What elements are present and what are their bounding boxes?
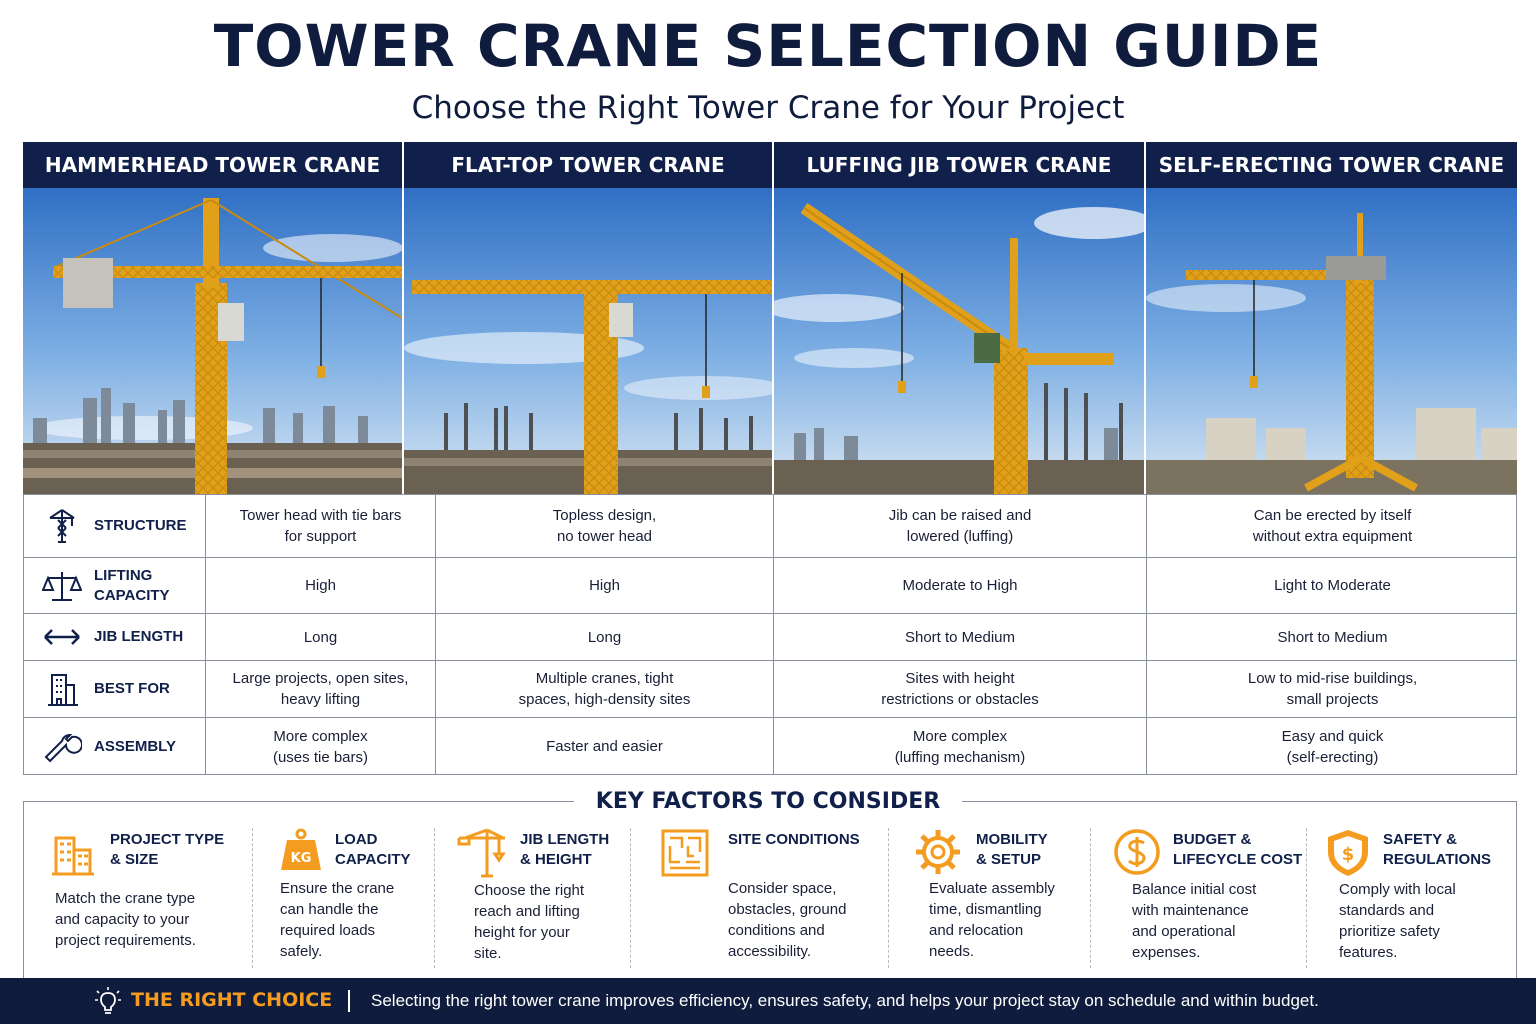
table-cell: Easy and quick (self-erecting) (1146, 718, 1518, 775)
gear-icon (914, 828, 964, 878)
comparison-table (23, 494, 1517, 775)
table-cell: Jib can be raised and lowered (luffing) (773, 495, 1146, 557)
dollar-coin-icon (1113, 828, 1163, 878)
table-cell: Short to Medium (773, 614, 1146, 660)
divider (630, 828, 631, 968)
divider (1090, 828, 1091, 968)
luffing-jib-crane-photo (774, 188, 1144, 494)
table-cell: Moderate to High (773, 558, 1146, 613)
footer-separator (348, 990, 350, 1012)
table-cell: More complex (uses tie bars) (205, 718, 435, 775)
wrench-icon (42, 727, 82, 767)
row-label-structure: STRUCTURE (24, 495, 205, 557)
divider (252, 828, 253, 968)
row-label-best-for: BEST FOR (24, 661, 205, 717)
row-label-jib-length: JIB LENGTH (24, 614, 205, 660)
crane-card-self-erecting (1146, 142, 1517, 494)
divider (1306, 828, 1307, 968)
crane-title-self-erecting: SELF-ERECTING TOWER CRANE (1146, 142, 1517, 188)
page-title: TOWER CRANE SELECTION GUIDE (213, 12, 1323, 80)
safety-shield-icon (1324, 828, 1374, 878)
footer-message: Selecting the right tower crane improves efficiency, ensures safety, and helps your project stay on schedule and within budget. (371, 991, 1319, 1010)
key-factors-title: KEY FACTORS TO CONSIDER (0, 789, 1536, 814)
crane-card-luffing-jib (774, 142, 1144, 494)
buildings-icon (48, 828, 98, 878)
table-cell: Light to Moderate (1146, 558, 1518, 613)
svg-text:$: $ (1341, 844, 1355, 865)
kg-weight-icon (279, 828, 329, 878)
table-cell: Tower head with tie bars for support (205, 495, 435, 557)
table-cell: Faster and easier (435, 718, 773, 775)
svg-text:KG: KG (290, 851, 312, 866)
scale-icon (42, 566, 82, 606)
footer-banner (0, 978, 1536, 1024)
table-row-best-for (24, 661, 1516, 718)
table-cell: More complex (luffing mechanism) (773, 718, 1146, 775)
table-cell: Short to Medium (1146, 614, 1518, 660)
page-subtitle: Choose the Right Tower Crane for Your Project (411, 90, 1125, 126)
crane-card-hammerhead (23, 142, 402, 494)
lightbulb-icon (95, 987, 121, 1015)
crane-card-flat-top (404, 142, 772, 494)
row-label-assembly: ASSEMBLY (24, 718, 205, 775)
crane-title-luffing-jib: LUFFING JIB TOWER CRANE (774, 142, 1144, 188)
self-erecting-crane-photo (1146, 188, 1517, 494)
flat-top-crane-photo (404, 188, 772, 494)
table-cell: Can be erected by itself without extra equipment (1146, 495, 1518, 557)
table-cell: Large projects, open sites, heavy lifting (205, 661, 435, 717)
divider (434, 828, 435, 968)
table-cell: High (205, 558, 435, 613)
table-row-assembly (24, 718, 1516, 775)
crane-title-flat-top: FLAT-TOP TOWER CRANE (404, 142, 772, 188)
table-row-structure (24, 495, 1516, 558)
hammerhead-crane-photo (23, 188, 402, 494)
building-icon (42, 669, 82, 709)
row-label-lifting-capacity: LIFTING CAPACITY (24, 558, 205, 613)
site-plan-icon (660, 828, 710, 878)
table-cell: High (435, 558, 773, 613)
table-cell: Topless design, no tower head (435, 495, 773, 557)
divider (888, 828, 889, 968)
table-cell: Low to mid-rise buildings, small projects (1146, 661, 1518, 717)
footer-highlight: THE RIGHT CHOICE (131, 989, 333, 1011)
crane-jib-icon (457, 828, 507, 878)
table-cell: Sites with height restrictions or obstacles (773, 661, 1146, 717)
table-cell: Long (205, 614, 435, 660)
double-arrow-icon (42, 617, 82, 657)
crane-structure-icon (42, 506, 82, 546)
table-row-jib-length (24, 614, 1516, 661)
table-cell: Long (435, 614, 773, 660)
table-row-lifting-capacity (24, 558, 1516, 614)
crane-title-hammerhead: HAMMERHEAD TOWER CRANE (23, 142, 402, 188)
table-cell: Multiple cranes, tight spaces, high-density sites (435, 661, 773, 717)
